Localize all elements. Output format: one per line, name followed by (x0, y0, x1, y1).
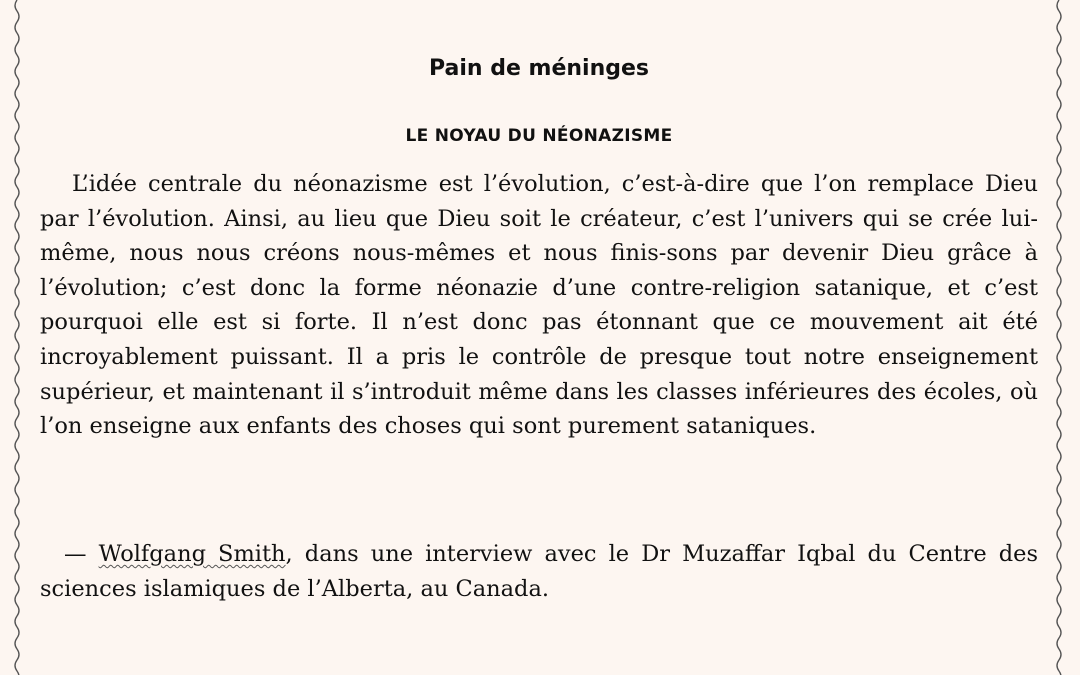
body-paragraph: L’idée centrale du néonazisme est l’évolution, c’est-à-dire que l’on remplace Dieu par l’évolution. Ainsi, au lieu que Dieu soit le créateur, c’est l’univers qui se crée lui-même, nous nous créons nous-mêmes et nous finis-sons par devenir Dieu grâce à l’évolution; c’est donc la forme néonazie d’une contre-religion satanique, et c’est pourquoi elle est si forte. Il n’est donc pas étonnant que ce mouvement ait été incroyablement puissant. Il a pris le contrôle de presque tout notre enseignement supérieur, et maintenant il s’introduit même dans les classes inférieures des écoles, où l’on enseigne aux enfants des choses qui sont purement sataniques. (40, 171, 1038, 440)
section-heading: LE NOYAU DU NÉONAZISME (405, 126, 673, 146)
attribution (40, 537, 1038, 606)
author-link[interactable]: Wolfgang Smith (98, 541, 286, 567)
attribution-dash: — (64, 541, 99, 567)
attribution-text: , dans une interview avec le Dr Muzaffar Iqbal du Centre des sciences islamiques de l’Alberta, au Canada. (40, 541, 1038, 602)
box-title: Pain de méninges (428, 56, 650, 81)
left-wavy-edge (15, 0, 19, 675)
right-wavy-edge (1057, 0, 1061, 675)
